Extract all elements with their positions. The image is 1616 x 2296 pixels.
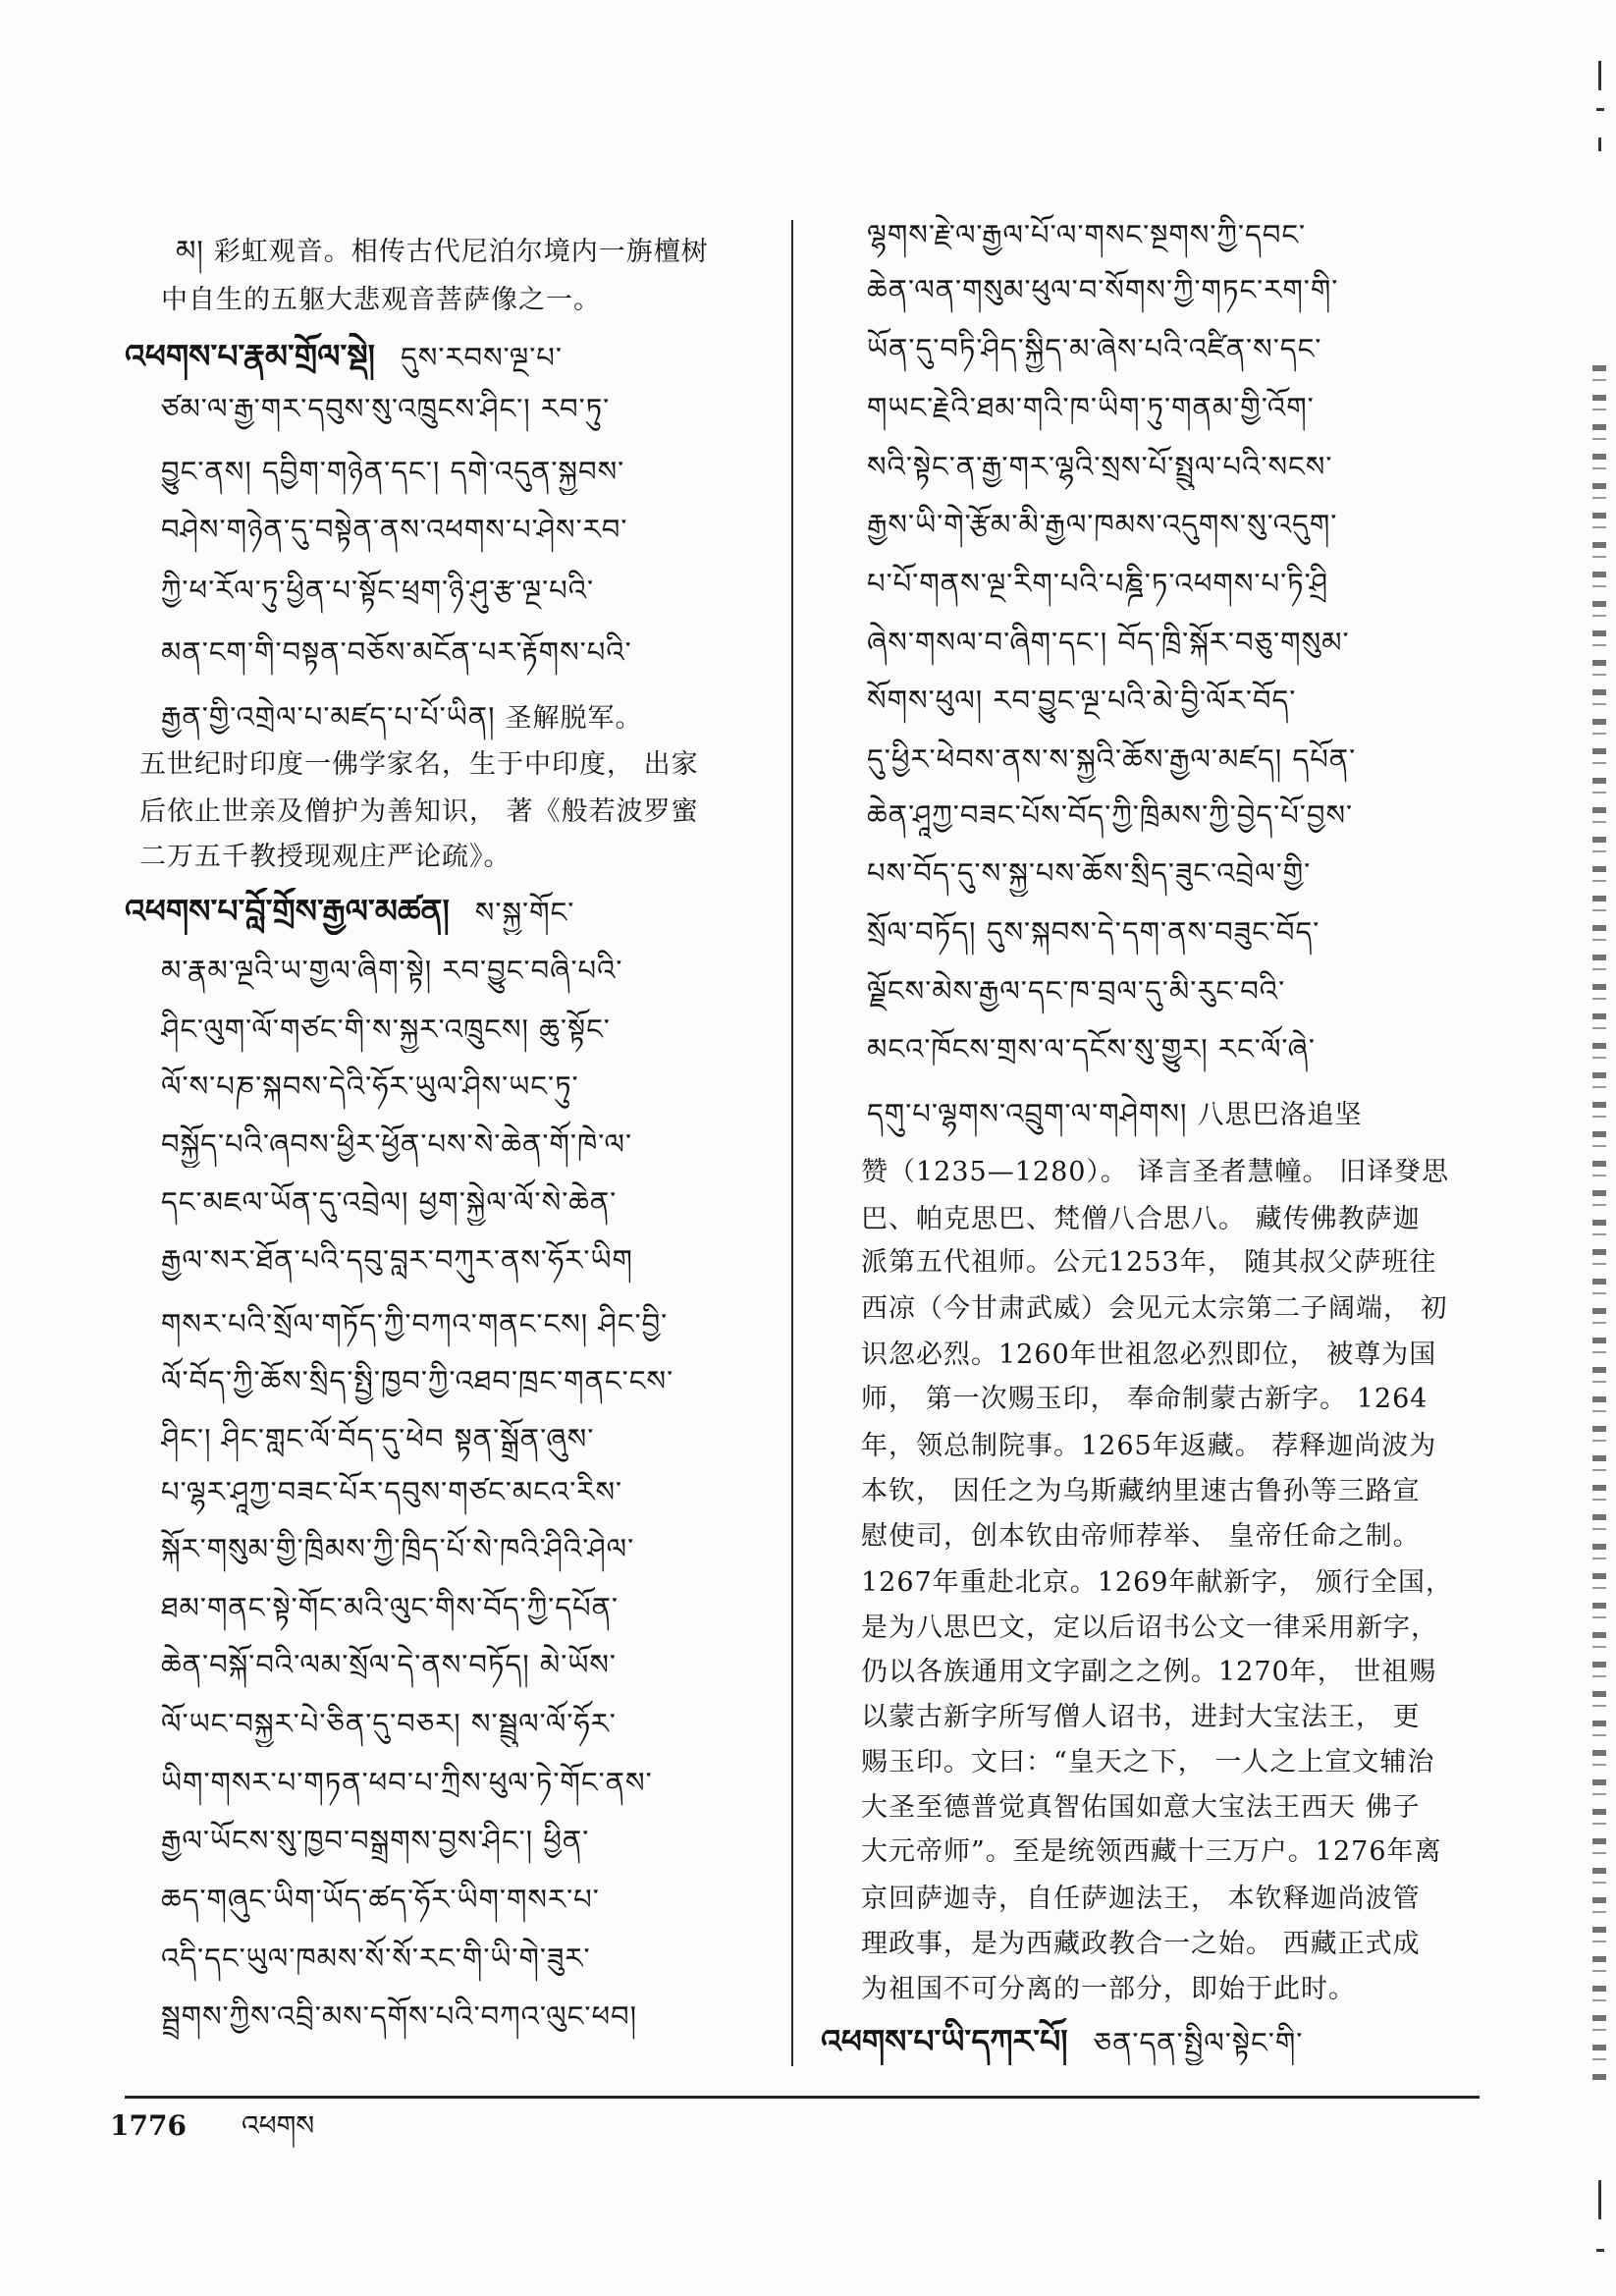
page-number: 1776 <box>110 2109 187 2142</box>
tibetan-text: མ། <box>176 234 204 267</box>
text-line <box>867 849 1473 897</box>
running-head: འཕགས <box>242 2109 315 2142</box>
tibetan-text: སྦྲགས་ཀྱིས་འབྲི་མས་དགོས་པའི་བཀའ་ལུང་ཕབ། <box>161 1999 638 2033</box>
text-line <box>861 1559 1473 1607</box>
text-line <box>139 789 769 836</box>
tibetan-text: སྲོལ་བཏོད། དུས་སྐབས་དེ་དག་ནས་བཟུང་བོད་ <box>867 915 1320 949</box>
text-line <box>861 1829 1473 1876</box>
text-line <box>867 736 1473 783</box>
text-line <box>161 1236 769 1284</box>
chinese-text: 1267年重赴北京。1269年献新字， 颁行全国， <box>861 1567 1454 1598</box>
footer-rule <box>125 2096 1480 2099</box>
tibetan-text: ལྷགས་རྗེ་ལ་རྒྱལ་པོ་ལ་གསང་སྔགས་ཀྱི་དབང་ <box>867 218 1307 251</box>
text-line <box>867 1025 1473 1072</box>
text-line <box>861 1876 1473 1923</box>
text-line <box>861 1649 1473 1696</box>
text-line <box>161 1063 769 1110</box>
text-line <box>867 384 1473 431</box>
text-line <box>161 1935 769 1982</box>
chinese-text: 本钦， 因任之为乌斯藏纳里速古鲁孙等三路宣 <box>861 1476 1421 1506</box>
tibetan-text: ཞེས་གསལ་བ་ཞིག་དང་། བོད་ཁྲི་སྐོར་བཅུ་གསུམ་ <box>867 626 1350 659</box>
tibetan-text: ཤིང་། ཤིང་གླང་ལོ་བོད་དུ་ཕེབ སྟན་སྒྲོན་ཞུས་ <box>161 1422 595 1455</box>
scan-edge-artifact <box>1598 2180 1601 2219</box>
text-line <box>161 448 769 495</box>
tibetan-text: རྒྱན་གྱི་འགྲེལ་པ་མཛད་པ་པོ་ཡིན། <box>161 700 496 734</box>
tibetan-text: དང་མཇལ་ཡོན་དུ་འབྲེལ། ཕྱག་སྐྱེལ་ལོ་སེ་ཆེན་ <box>161 1185 618 1219</box>
tibetan-text: གསར་པའི་སྲོལ་གཏོད་ཀྱི་བཀའ་གནང་ངས། ཤིང་བྱི་ <box>161 1307 669 1340</box>
tibetan-text: ལྗོངས་མེས་རྒྱལ་དང་ཁ་བྲལ་དུ་མི་རུང་བའི་ <box>867 974 1286 1008</box>
tibetan-text: སྐོར་གསུམ་གྱི་ཁྲིམས་ཀྱི་ཁྲིད་པོ་སེ་ཁའི་ཤིའི་ཤེལ་ <box>161 1532 635 1565</box>
text-line <box>861 1149 1473 1196</box>
tibetan-text: སའི་སྟེང་ན་རྒྱ་གར་ལྷའི་སྲས་པོ་སྤྲུལ་པའི་སངས་ <box>867 450 1333 483</box>
tibetan-text: གཡང་རྗེའི་ཐམ་གའི་ཁ་ཡིག་ཏུ་གནམ་གྱི་འོག་ <box>867 391 1315 424</box>
tibetan-text: ཀྱི་ཕ་རོལ་ཏུ་ཕྱིན་པ་སྟོང་ཕྲག་ཉི་ཤུ་རྩ་ལྔ་པའི་ <box>161 574 595 607</box>
text-line <box>867 211 1473 258</box>
text-line <box>867 619 1473 666</box>
text-line <box>161 1584 769 1631</box>
text-line <box>161 506 769 553</box>
text-line <box>861 1966 1473 2013</box>
tibetan-text: པ་ལྷར་ཤཱཀྱ་བཟང་པོར་དབུས་གཙང་མངའ་རིས་ <box>161 1475 623 1508</box>
tibetan-text: མངའ་ཁོངས་གྲས་ལ་དངོས་སུ་གྱུར། རང་ལོ་ཞེ་ <box>867 1032 1317 1066</box>
headword: འཕགས་པ་བློ་གྲོས་རྒྱལ་མཚན། <box>125 892 450 930</box>
headword: འཕགས་པ་རྣམ་གྲོལ་སྡེ། <box>125 337 375 375</box>
entry-line <box>125 888 769 935</box>
text-line <box>139 741 769 789</box>
entry-line <box>821 2018 1473 2065</box>
text-line <box>161 947 769 994</box>
text-line <box>861 1921 1473 1968</box>
tibetan-text: རྒྱས་ཡི་གེ་རྩོམ་མི་རྒྱལ་ཁམས་འདུགས་སུ་འདུག་ <box>867 508 1338 541</box>
tibetan-text: ཐམ་གནང་སྟེ་གོང་མའི་ལུང་གིས་བོད་ཀྱི་དཔོན་ <box>161 1591 619 1624</box>
text-line <box>161 1300 769 1347</box>
chinese-text: 理政事，是为西藏政教合一之始。 西藏正式成 <box>861 1929 1421 1959</box>
text-line <box>161 1641 769 1688</box>
text-line <box>861 1468 1473 1515</box>
chinese-text: 后依止世亲及僧护为善知识， 著《般若波罗蜜 <box>139 796 699 827</box>
tibetan-text: བཤེས་གཉེན་དུ་བསྟེན་ནས་འཕགས་པ་ཤེས་རབ་ <box>161 513 628 546</box>
chinese-text: 巴、帕克思巴、梵僧八合思八。 藏传佛教萨迦 <box>861 1204 1421 1234</box>
scan-edge-artifact <box>1596 108 1604 111</box>
text-line <box>867 266 1473 313</box>
tibetan-text: དུས་རབས་ལྔ་པ་ <box>401 341 563 374</box>
scan-edge-artifact <box>1598 61 1601 90</box>
text-line <box>867 792 1473 839</box>
tibetan-text: ཆད་གཞུང་ཡིག་ཡོད་ཚད་ཧོར་ཡིག་གསར་པ་ <box>161 1883 600 1916</box>
tibetan-text: བྱུང་ནས། དབྱིག་གཉེན་དང་། དགེ་འདུན་སྐྱབས་ <box>161 455 625 488</box>
tibetan-text: སོགས་ཕུལ། རབ་བྱུང་ལྔ་པའི་མེ་བྱི་ལོར་བོད་ <box>867 683 1297 717</box>
chinese-text: 五世纪时印度一佛学家名，生于中印度， 出家 <box>139 749 699 780</box>
chinese-text: 师， 第一次赐玉印， 奉命制蒙古新字。 1264 <box>861 1384 1428 1414</box>
text-line <box>176 227 769 274</box>
tibetan-text: དུ་ཕྱིར་ཕེབས་ནས་ས་སྐྱའི་ཆོས་རྒྱལ་མཛད། དཔོན་ <box>867 742 1357 776</box>
chinese-text: 圣解脱军。 <box>505 703 643 734</box>
text-line <box>161 1817 769 1864</box>
text-line <box>861 1739 1473 1786</box>
entry-line <box>125 333 769 380</box>
text-line <box>861 1239 1473 1286</box>
column-divider <box>791 220 793 2066</box>
text-line <box>161 629 769 676</box>
tibetan-text: ཤིང་ལུག་ལོ་གཙང་གི་ས་སྐྱར་འཁྲུངས། ཆུ་སྟོང་ <box>161 1012 611 1046</box>
chinese-text: 彩虹观音。相传古代尼泊尔境内一旃檀树 <box>213 237 709 267</box>
chinese-text: 是为八思巴文，定以后诏书公文一律采用新字， <box>861 1613 1438 1643</box>
text-line <box>867 908 1473 956</box>
tibetan-text: ས་སྐྱ་གོང་ <box>474 896 575 929</box>
tibetan-text: ཡོན་དུ་བཏི་ཤིད་སྐྱིད་མ་ཞེས་པའི་འཛིན་ས་དང་ <box>867 332 1322 365</box>
chinese-text: 大元帝师”。至是统领西藏十三万户。1276年离 <box>861 1836 1442 1867</box>
scan-edge-artifact <box>1592 365 1606 2084</box>
tibetan-text: པས་བོད་དུ་ས་སྐྱ་པས་ཆོས་སྲིད་ཟུང་འབྲེལ་གྱི་ <box>867 856 1312 890</box>
text-line <box>861 1513 1473 1560</box>
tibetan-text: པ་པོ་གནས་ལྔ་རིག་པའི་པཎྜི་ཏ་འཕགས་པ་ཏི་ཤྲི <box>867 567 1329 600</box>
text-line <box>861 1423 1473 1470</box>
text-line <box>161 1468 769 1515</box>
chinese-text: 八思巴洛追坚 <box>1197 1100 1363 1130</box>
chinese-text: 慰使司，创本钦由帝师荐举、 皇帝任命之制。 <box>861 1521 1421 1552</box>
chinese-text: 以蒙古新字所写僧人诏书，进封大宝法王， 更 <box>861 1702 1421 1732</box>
tibetan-text: ལོ་བོད་ཀྱི་ཆོས་སྲིད་སྤྱི་ཁྱབ་ཀྱི་འཐབ་ཁྲང་གནང་ངས་ <box>161 1364 674 1397</box>
tibetan-text: རྒྱལ་སར་ཐོན་པའི་དབུ་བླར་བཀུར་ནས་ཧོར་ཡིག <box>161 1243 633 1277</box>
text-line <box>161 1415 769 1462</box>
text-line <box>861 1784 1473 1831</box>
chinese-text: 京回萨迦寺，自任萨迦法王， 本钦释迦尚波管 <box>861 1884 1421 1914</box>
tibetan-text: ཆེན་ཤཱཀྱ་བཟང་པོས་བོད་ཀྱི་ཁྲིམས་ཀྱི་བྱེད་པོ་བྱས་ <box>867 798 1354 832</box>
text-line <box>867 325 1473 372</box>
tibetan-text: རྒྱལ་ཡོངས་སུ་ཁྱབ་བསྒྲགས་བྱས་ཤིང་། ཕྱིན་ <box>161 1824 590 1857</box>
headword: འཕགས་པ་ཡི་དཀར་པོ། <box>821 2022 1068 2060</box>
chinese-text: 西凉（今甘肃武威）会见元太宗第二子阔端， 初 <box>861 1293 1448 1324</box>
text-line <box>861 1332 1473 1379</box>
chinese-text: 为祖国不可分离的一部分，即始于此时。 <box>861 1974 1356 2004</box>
text-line <box>161 1525 769 1572</box>
text-line <box>161 1700 769 1747</box>
text-line <box>861 1605 1473 1652</box>
text-line <box>867 560 1473 607</box>
text-line <box>867 967 1473 1014</box>
text-line <box>861 1196 1473 1243</box>
text-line <box>161 1759 769 1806</box>
scan-edge-artifact <box>1596 2249 1604 2252</box>
text-line <box>861 1694 1473 1741</box>
text-line <box>867 1090 1473 1137</box>
tibetan-text: ལོ་ས་པཎ་སྐབས་དེའི་ཧོར་ཡུལ་ཤིས་ཡང་ཏུ་ <box>161 1069 579 1103</box>
text-line <box>161 567 769 614</box>
text-line <box>161 1357 769 1404</box>
chinese-text: 派第五代祖师。公元1253年， 随其叔父萨班往 <box>861 1247 1437 1278</box>
text-line <box>161 1178 769 1226</box>
tibetan-text: མན་ངག་གི་བསྟན་བཅོས་མངོན་པར་རྟོགས་པའི་ <box>161 635 632 669</box>
tibetan-text: ཙམ་ལ་རྒྱ་གར་དབུས་སུ་འཁྲུངས་ཤིང་། རབ་ཏུ་ <box>161 392 611 425</box>
chinese-text: 大圣至德普觉真智佑国如意大宝法王西天 佛子 <box>861 1792 1421 1823</box>
scan-edge-artifact <box>1598 137 1601 151</box>
tibetan-text: ཆེན་བསྐོ་བའི་ལམ་སྲོལ་དེ་ནས་བཏོད། མེ་ཡོས་ <box>161 1648 618 1681</box>
text-line <box>867 501 1473 548</box>
tibetan-text: མ་རྣམ་ལྔའི་ཡ་གྱལ་ཞིག་སྟེ། རབ་བྱུང་བཞི་པའི་ <box>161 954 623 987</box>
tibetan-text: བསྐྱོད་པའི་ཞབས་ཕྱིར་ཕྱོན་པས་སེ་ཆེན་གོ་ཁེ་ལ་ <box>161 1127 633 1161</box>
chinese-text: 二万五千教授现观庄严论疏》。 <box>139 842 512 872</box>
text-line <box>867 677 1473 724</box>
text-line <box>139 834 769 881</box>
chinese-text: 识忽必烈。1260年世祖忽必烈即位， 被尊为国 <box>861 1339 1437 1370</box>
text-line <box>867 443 1473 490</box>
chinese-text: 年，领总制院事。1265年返藏。 荐释迦尚波为 <box>861 1431 1437 1461</box>
tibetan-text: ཡིག་གསར་པ་གཏན་ཕབ་པ་ཀྲིས་ཕུལ་ཏེ་གོང་ནས་ <box>161 1766 653 1799</box>
text-line <box>861 1285 1473 1333</box>
tibetan-text: ཆེན་ལན་གསུམ་ཕུལ་བ་སོགས་ཀྱི་གཏང་རག་གི་ <box>867 273 1339 306</box>
text-line <box>161 1993 769 2040</box>
tibetan-text: ལོ་ཡང་བསྐྱར་པེ་ཅིན་དུ་བཅར། ས་སྦྲུལ་ལོ་ཧོར་ <box>161 1707 617 1740</box>
tibetan-text: འདི་དང་ཡུལ་ཁམས་སོ་སོ་རང་གི་ཡི་གེ་ཟུར་ <box>161 1941 591 1975</box>
text-line <box>161 1121 769 1168</box>
chinese-text: 赐玉印。文曰：“皇天之下， 一人之上宣文辅治 <box>861 1747 1435 1777</box>
chinese-text: 赞（1235—1280）。 译言圣者慧幢。 旧译癹思 <box>861 1157 1450 1187</box>
chinese-text: 仍以各族通用文字副之之例。1270年， 世祖赐 <box>861 1657 1437 1687</box>
tibetan-text: དགུ་པ་ལྷགས་འབྲུག་ལ་གཤེགས། <box>867 1097 1188 1130</box>
text-line <box>161 693 769 740</box>
chinese-text: 中自生的五躯大悲观音菩萨像之一。 <box>161 285 601 315</box>
text-line <box>861 1376 1473 1423</box>
text-line <box>161 385 769 432</box>
text-line <box>161 277 769 324</box>
text-line <box>161 1876 769 1923</box>
tibetan-text: ཅན་དན་སྤྱིལ་སྟེང་གི་ <box>1093 2026 1304 2059</box>
text-line <box>161 1006 769 1053</box>
